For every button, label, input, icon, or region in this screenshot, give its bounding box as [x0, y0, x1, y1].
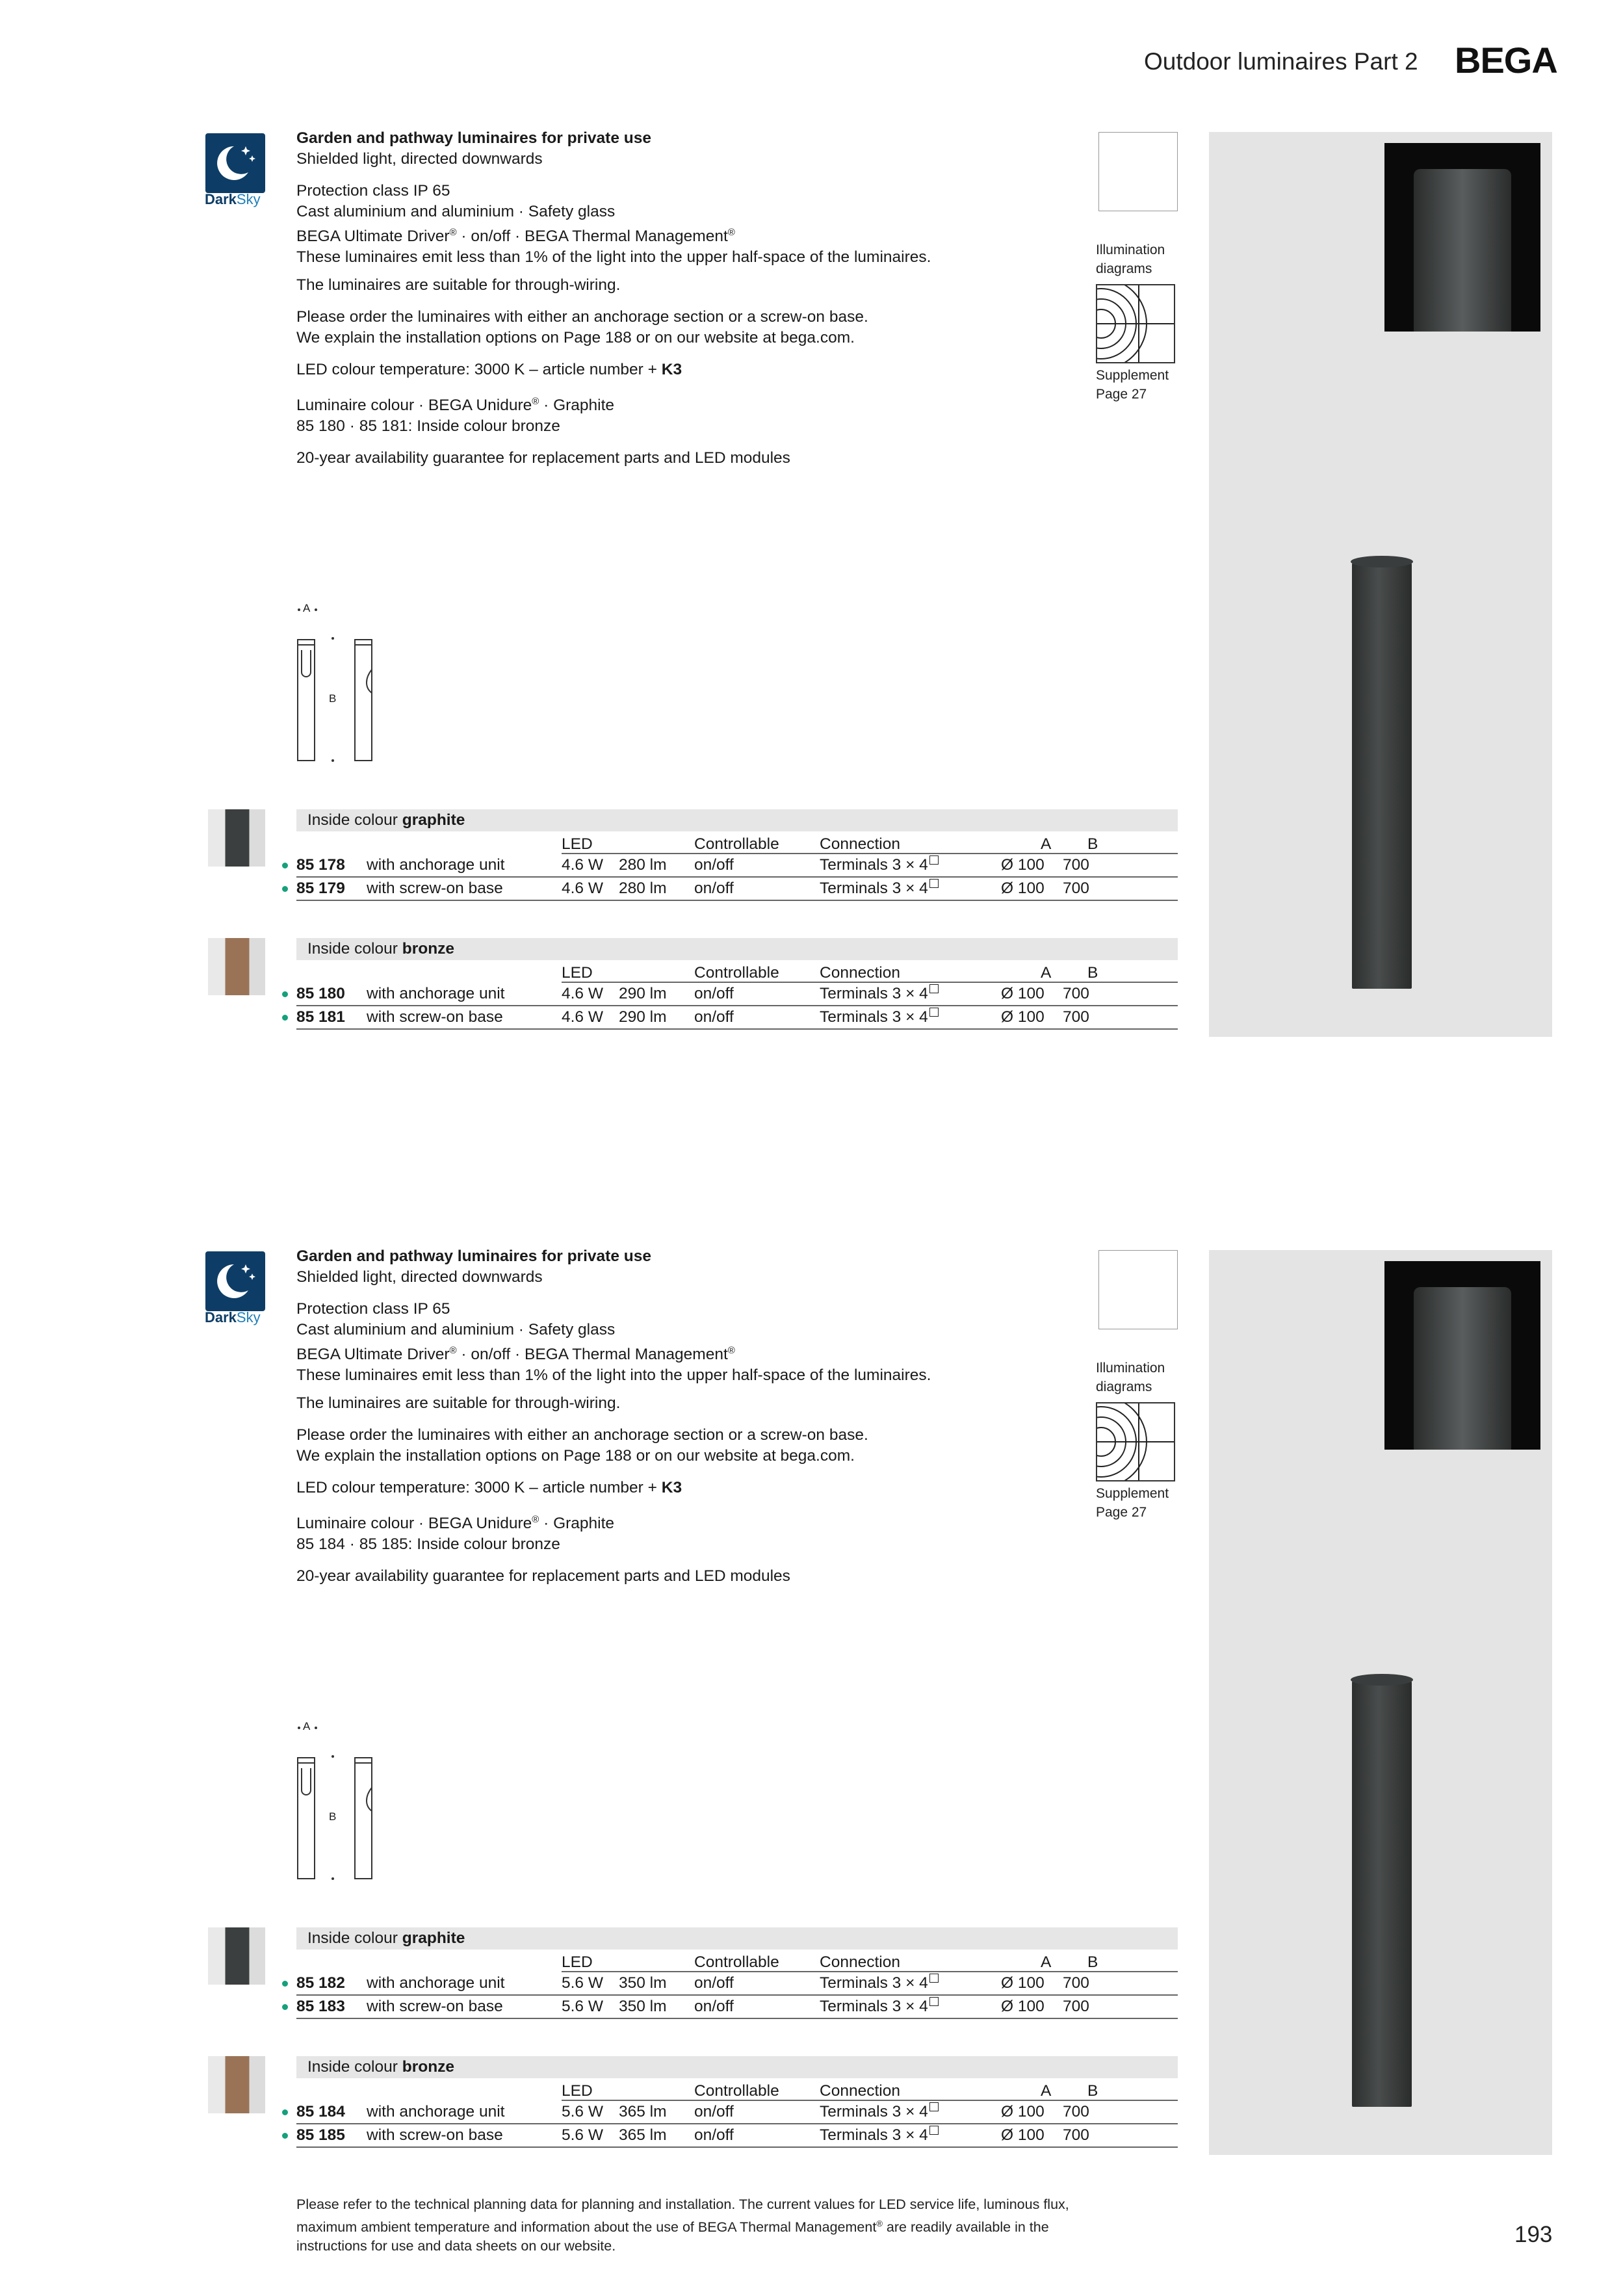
dimension-a-value: Ø 100: [1001, 1998, 1045, 2015]
table-header: Inside colour bronze: [296, 938, 1178, 960]
controllable-value: on/off: [694, 985, 734, 1002]
dimension-a-value: Ø 100: [1001, 2126, 1045, 2144]
inside-colour-swatch: [208, 938, 265, 995]
controllable-value: on/off: [694, 2126, 734, 2144]
article-number: 85 185: [296, 2126, 345, 2144]
bullet-icon: [282, 1015, 288, 1021]
dimension-b-value: 700: [1063, 2126, 1089, 2144]
column-headers: LED Controllable Connection A B: [296, 2078, 1178, 2100]
square-icon: [929, 2102, 939, 2111]
led-lumens: 350 lm: [619, 1998, 667, 2015]
dimension-b-value: 700: [1063, 2103, 1089, 2120]
column-headers: LED Controllable Connection A B: [296, 960, 1178, 982]
square-icon: [929, 984, 939, 993]
bullet-icon: [282, 991, 288, 997]
table-row: [296, 2124, 1178, 2147]
article-description: with screw-on base: [367, 2126, 503, 2144]
article-number: 85 180: [296, 985, 345, 1002]
led-lumens: 290 lm: [619, 985, 667, 1002]
table-row: [296, 2100, 1178, 2124]
controllable-value: on/off: [694, 880, 734, 897]
led-wattage: 5.6 W: [562, 1998, 603, 2015]
column-headers: LED Controllable Connection A B: [296, 1950, 1178, 1972]
dimension-drawing: [290, 1716, 381, 1885]
table-header: Inside colour bronze: [296, 2056, 1178, 2078]
darksky-label: DarkSky: [205, 1309, 261, 1325]
footer-note: Please refer to the technical planning data for planning and installation. The current values for LED service life, luminous flux, maximum ambient temperature and information about the use of BEGA Thermal Management® are readily available in the instructions for use and data sheets on our website.: [296, 2197, 1069, 2254]
article-number: 85 184: [296, 2103, 345, 2120]
connection-value: Terminals 3 × 4: [820, 982, 939, 1006]
dimension-b-label: B: [329, 1810, 337, 1823]
article-number: 85 181: [296, 1008, 345, 1026]
dimension-a-value: Ø 100: [1001, 1974, 1045, 1992]
table-row: [296, 1972, 1178, 1995]
article-description: with anchorage unit: [367, 2103, 505, 2120]
dimension-b-label: B: [329, 692, 337, 705]
square-icon: [929, 855, 939, 865]
dimension-b-value: 700: [1063, 985, 1089, 1002]
catalog-section-title: Outdoor luminaires Part 2: [1144, 48, 1418, 75]
product-description: Garden and pathway luminaires for private use Shielded light, directed downwards Protection class IP 65 Cast aluminium and aluminium · Safety glass BEGA Ultimate Driver® · on/off · BEGA Thermal Management® These luminaires emit less than 1% of the light into the upper half-space of the luminaires. The luminaires are suitable for through-wiring. Please order the luminaires with either an anchorage section or a screw-on base. We explain the installation options on Page 188 or on our website at bega.com. LED colour temperature: 3000 K – article number + K3 Luminaire colour · BEGA Unidure® · Graphite 85 184 · 85 185: Inside colour bronze 20-year availability guarantee for replacement parts and LED modules: [296, 1247, 931, 1585]
led-wattage: 4.6 W: [562, 985, 603, 1002]
darksky-label: DarkSky: [205, 191, 261, 207]
dimension-drawing: [290, 598, 381, 767]
bullet-icon: [282, 1981, 288, 1987]
product-table: [296, 809, 1178, 900]
connection-value: Terminals 3 × 4: [820, 877, 939, 900]
illumination-diagram-icon: [1096, 284, 1175, 363]
controllable-value: on/off: [694, 1974, 734, 1992]
illumination-diagrams-label: Illumination diagrams: [1096, 1361, 1165, 1394]
illumination-thumbnail: [1098, 1250, 1178, 1329]
dimension-a-value: Ø 100: [1001, 985, 1045, 1002]
table-row: [296, 1006, 1178, 1029]
brand-logo: BEGA: [1455, 40, 1557, 81]
dimension-a-label: A: [303, 602, 311, 614]
darksky-moon-icon: [205, 133, 265, 193]
led-lumens: 280 lm: [619, 880, 667, 897]
square-icon: [929, 1008, 939, 1017]
led-lumens: 365 lm: [619, 2103, 667, 2120]
inside-colour-swatch: [208, 1927, 265, 1985]
controllable-value: on/off: [694, 2103, 734, 2120]
product-detail-photo: [1384, 143, 1540, 332]
led-wattage: 5.6 W: [562, 2126, 603, 2144]
article-number: 85 182: [296, 1974, 345, 1992]
table-row: [296, 877, 1178, 900]
article-description: with anchorage unit: [367, 985, 505, 1002]
column-headers: LED Controllable Connection A B: [296, 831, 1178, 854]
square-icon: [929, 879, 939, 888]
connection-value: Terminals 3 × 4: [820, 1006, 939, 1029]
article-description: with anchorage unit: [367, 1974, 505, 1992]
illumination-diagram-icon: [1096, 1402, 1175, 1481]
dimension-a-value: Ø 100: [1001, 2103, 1045, 2120]
article-description: with screw-on base: [367, 1008, 503, 1026]
led-wattage: 4.6 W: [562, 880, 603, 897]
led-wattage: 5.6 W: [562, 2103, 603, 2120]
led-wattage: 4.6 W: [562, 856, 603, 874]
article-number: 85 179: [296, 880, 345, 897]
controllable-value: on/off: [694, 856, 734, 874]
dimension-b-value: 700: [1063, 856, 1089, 874]
page-number: 193: [1514, 2222, 1553, 2247]
bullet-icon: [282, 886, 288, 892]
dimension-a-value: Ø 100: [1001, 1008, 1045, 1026]
dimension-b-value: 700: [1063, 1974, 1089, 1992]
square-icon: [929, 1974, 939, 1983]
table-row: [296, 982, 1178, 1006]
article-description: with anchorage unit: [367, 856, 505, 874]
supplement-reference: Supplement Page 27: [1096, 368, 1169, 402]
product-detail-photo: [1384, 1261, 1540, 1450]
inside-colour-swatch: [208, 2056, 265, 2113]
dimension-a-value: Ø 100: [1001, 880, 1045, 897]
inside-colour-swatch: [208, 809, 265, 867]
bullet-icon: [282, 863, 288, 868]
dimension-a-label: A: [303, 1720, 311, 1732]
connection-value: Terminals 3 × 4: [820, 2100, 939, 2124]
square-icon: [929, 1997, 939, 2006]
controllable-value: on/off: [694, 1008, 734, 1026]
led-lumens: 290 lm: [619, 1008, 667, 1026]
led-wattage: 4.6 W: [562, 1008, 603, 1026]
dimension-b-value: 700: [1063, 1008, 1089, 1026]
connection-value: Terminals 3 × 4: [820, 1995, 939, 2018]
article-number: 85 183: [296, 1998, 345, 2015]
description-heading: Garden and pathway luminaires for private use: [296, 129, 651, 147]
product-description: Garden and pathway luminaires for private use Shielded light, directed downwards Protection class IP 65 Cast aluminium and aluminium · Safety glass BEGA Ultimate Driver® · on/off · BEGA Thermal Management® These luminaires emit less than 1% of the light into the upper half-space of the luminaires. The luminaires are suitable for through-wiring. Please order the luminaires with either an anchorage section or a screw-on base. We explain the installation options on Page 188 or on our website at bega.com. LED colour temperature: 3000 K – article number + K3 Luminaire colour · BEGA Unidure® · Graphite 85 180 · 85 181: Inside colour bronze 20-year availability guarantee for replacement parts and LED modules: [296, 129, 931, 467]
bullet-icon: [282, 2133, 288, 2139]
darksky-moon-icon: [205, 1251, 265, 1311]
product-section: [0, 1118, 1623, 2144]
table-header: Inside colour graphite: [296, 1927, 1178, 1950]
connection-value: Terminals 3 × 4: [820, 1972, 939, 1995]
illumination-diagrams-label: Illumination diagrams: [1096, 242, 1165, 276]
dimension-b-value: 700: [1063, 880, 1089, 897]
product-table: [296, 938, 1178, 1029]
article-number: 85 178: [296, 856, 345, 874]
table-header: Inside colour graphite: [296, 809, 1178, 831]
product-table: [296, 1927, 1178, 2018]
product-section: [0, 0, 1623, 1026]
article-description: with screw-on base: [367, 880, 503, 897]
article-description: with screw-on base: [367, 1998, 503, 2015]
bullet-icon: [282, 2109, 288, 2115]
dimension-a-value: Ø 100: [1001, 856, 1045, 874]
dimension-b-value: 700: [1063, 1998, 1089, 2015]
led-lumens: 280 lm: [619, 856, 667, 874]
supplement-reference: Supplement Page 27: [1096, 1486, 1169, 1520]
connection-value: Terminals 3 × 4: [820, 2124, 939, 2147]
led-lumens: 350 lm: [619, 1974, 667, 1992]
bullet-icon: [282, 2004, 288, 2010]
product-table: [296, 2056, 1178, 2147]
table-row: [296, 1995, 1178, 2018]
connection-value: Terminals 3 × 4: [820, 854, 939, 877]
led-wattage: 5.6 W: [562, 1974, 603, 1992]
illumination-thumbnail: [1098, 132, 1178, 211]
description-heading: Garden and pathway luminaires for private use: [296, 1247, 651, 1265]
square-icon: [929, 2126, 939, 2135]
table-row: [296, 854, 1178, 877]
led-lumens: 365 lm: [619, 2126, 667, 2144]
controllable-value: on/off: [694, 1998, 734, 2015]
